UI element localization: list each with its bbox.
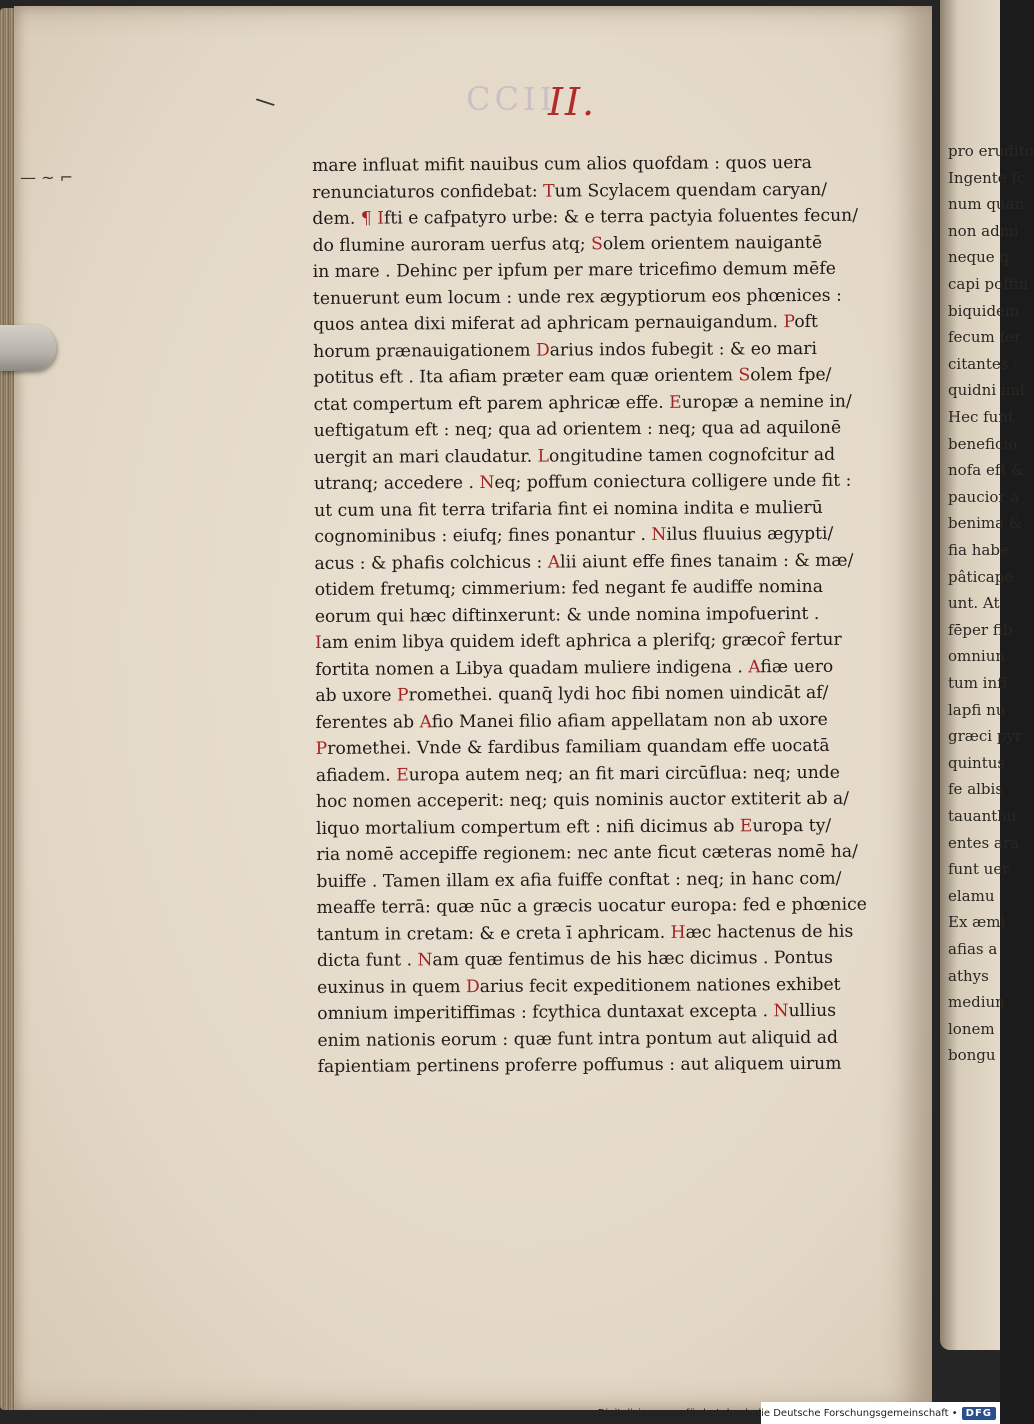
text-line: omnium imperitiffimas : fcythica duntaxat excepta . Nullius — [317, 1000, 837, 1024]
text-line: ueftigatum eft : neq; qua ad orientem : neq; qua ad aquilonē — [313, 417, 842, 441]
facing-page-fragment: afias a — [948, 940, 998, 958]
facing-page-fragment: omniun — [948, 647, 1006, 666]
text-line: liquo mortalium compertum eft : nifi dicimus ab Europa ty∕ — [316, 815, 832, 839]
text-line: afiadem. Europa autem neq; an fit mari circūflua: neq; unde — [315, 762, 840, 786]
facing-page-fragment: neque q — [948, 248, 1010, 267]
text-line: fapientiam pertinens proferre poffumus : aut aliquem uirum — [317, 1053, 842, 1077]
facing-page-fragment: bongu — [948, 1046, 996, 1065]
text-line: ctat compertum eft parem aphricæ effe. Europæ a nemine in∕ — [313, 391, 852, 415]
text-line: ria nomē accepiffe regionem: nec ante ficut cæteras nomē ha∕ — [316, 841, 858, 865]
facing-page-fragment: quidni iml — [948, 381, 1025, 400]
facing-page-fragment: fia habe — [948, 541, 1009, 559]
book-clamp — [0, 325, 56, 371]
text-line: fortita nomen a Libya quadam muliere indigena . Afiæ uero — [315, 656, 834, 680]
facing-page-fragment: tum infl — [948, 674, 1008, 692]
facing-page-fragment: num quan — [948, 195, 1025, 214]
facing-page-fragment: quintus — [948, 753, 1006, 772]
facing-page-fragment: paucior a — [948, 487, 1020, 506]
facing-page-fragment: nofa eft & — [948, 461, 1025, 480]
text-line: renunciaturos confidebat: Tum Scylacem quendam caryan∕ — [312, 179, 828, 203]
facing-page-fragment: fēper fib — [948, 620, 1013, 639]
facing-page-fragment: entes ara — [948, 833, 1019, 852]
text-line: tantum in cretam: & e creta ī aphricam. Hæc hactenus de his — [316, 921, 854, 945]
pen-mark: \ — [253, 92, 279, 113]
digitization-credit: Digitalisierung gefördert durch die Deutsche Forschungsgemeinschaft • — [597, 1407, 958, 1419]
facing-page-fragment: beneficio — [948, 434, 1018, 453]
text-line: ferentes ab Afio Manei filio afiam appellatam non ab uxore — [315, 709, 828, 733]
text-line: meaffe terrā: quæ nūc a græcis uocatur europa: fed e phœnice — [316, 894, 867, 918]
facing-page-fragment: pro erudito — [948, 142, 1034, 160]
text-line: ut cum una fit terra trifaria fint ei nomina indita e mulierū — [314, 497, 823, 521]
text-line: Promethei. Vnde & fardibus familiam quandam effe uocatā — [315, 735, 830, 759]
text-line: uergit an mari claudatur. Longitudine tamen cognofcitur ad — [313, 444, 836, 468]
facing-page-fragment: non admi — [948, 221, 1019, 240]
facing-page-fragment: græci pyr — [948, 727, 1023, 746]
text-line: utranq; accedere . Neq; poffum coniectura colligere unde fit : — [313, 470, 852, 494]
text-line: do flumine auroram uerfus atq; Solem orientem nauigantē — [312, 232, 823, 256]
facing-page-fragment: elamu — [948, 886, 995, 905]
text-line: otidem fretumq; cimmerium: fed negant fe audiffe nomina — [314, 576, 824, 600]
facing-page-edge — [940, 0, 1034, 1350]
facing-page-fragment: benima & — [948, 514, 1023, 533]
text-line: euxinus in quem Darius fecit expeditionem nationes exhibet — [317, 974, 841, 998]
text-line: buiffe . Tamen illam ex afia fuiffe conftat : neq; in hanc com∕ — [316, 868, 842, 892]
text-line: horum prænauigationem Darius indos fubegit : & eo mari — [313, 338, 818, 362]
text-line: potitus eft . Ita afiam præter eam quæ orientem Solem fpe∕ — [313, 364, 832, 388]
facing-page-fragment: capi poffin — [948, 275, 1029, 293]
facing-page-fragment: Hec funt — [948, 408, 1015, 426]
show-through-folio: CCII — [466, 80, 557, 118]
dfg-logo-icon: DFG — [962, 1407, 996, 1420]
facing-page-fragment: lapfi nu — [948, 700, 1006, 719]
facing-page-fragment: fecum fer — [948, 328, 1022, 347]
facing-page-fragment: mediun — [948, 993, 1005, 1012]
digitization-credit-bar — [597, 1402, 1000, 1424]
facing-page-fragment: Ingente fc — [948, 168, 1026, 187]
facing-page-fragment: biquidem — [948, 301, 1020, 320]
facing-page-fragment: athys — [948, 966, 989, 985]
facing-page-fragment: Ex æmi — [948, 913, 1006, 932]
text-line: dem. ¶ Ifti e cafpatyro urbe: & e terra pactyia foluentes fecun∕ — [312, 205, 859, 229]
text-line: quos antea dixi miferat ad aphricam pernauigandum. Poft — [312, 311, 818, 335]
facing-page-fragment: funt uer — [948, 860, 1010, 879]
text-line: enim nationis eorum : quæ funt intra pontum aut aliquid ad — [317, 1027, 839, 1051]
text-line: mare influat mifit nauibus cum alios quofdam : quos uera — [312, 152, 812, 176]
text-line: in mare . Dehinc per ipfum per mare tricefimo demum mēfe — [312, 258, 836, 282]
facing-page-fragment: tauanthu — [948, 807, 1017, 825]
text-line: ab uxore Promethei. quanq̄ lydi hoc fibi nomen uindicāt af∕ — [315, 682, 829, 706]
facing-page-fragment: citantes : — [948, 354, 1019, 373]
facing-page-fragment: lonem — [948, 1019, 995, 1038]
facing-page-fragment: fe albis — [948, 780, 1004, 799]
facing-page-fragment: unt. At — [948, 594, 1000, 613]
incunabula-text-column — [312, 149, 893, 1080]
text-line: acus : & phafis colchicus : Alii aiunt effe fines tanaim : & mæ∕ — [314, 550, 854, 574]
text-line: tenuerunt eum locum : unde rex ægyptiorum eos phœnices : — [312, 285, 842, 309]
text-line: Iam enim libya quidem ideft aphrica a plerifq; græcoȓ fertur — [314, 629, 842, 653]
text-line: eorum qui hæc diftinxerunt: & unde nomina impofuerint . — [314, 603, 820, 627]
text-line: hoc nomen acceperit: neq; quis nominis auctor extiterit ab a∕ — [315, 788, 850, 812]
margin-mark: — ~ ⌐ — [20, 168, 73, 187]
facing-page-fragment: pâticape — [948, 567, 1014, 586]
text-line: dicta funt . Nam quæ fentimus de his hæc dicimus . Pontus — [316, 947, 834, 971]
text-line: cognominibus : eiufq; fines ponantur . Nilus fluuius ægypti∕ — [314, 523, 834, 547]
folio-number: II. — [548, 80, 597, 124]
